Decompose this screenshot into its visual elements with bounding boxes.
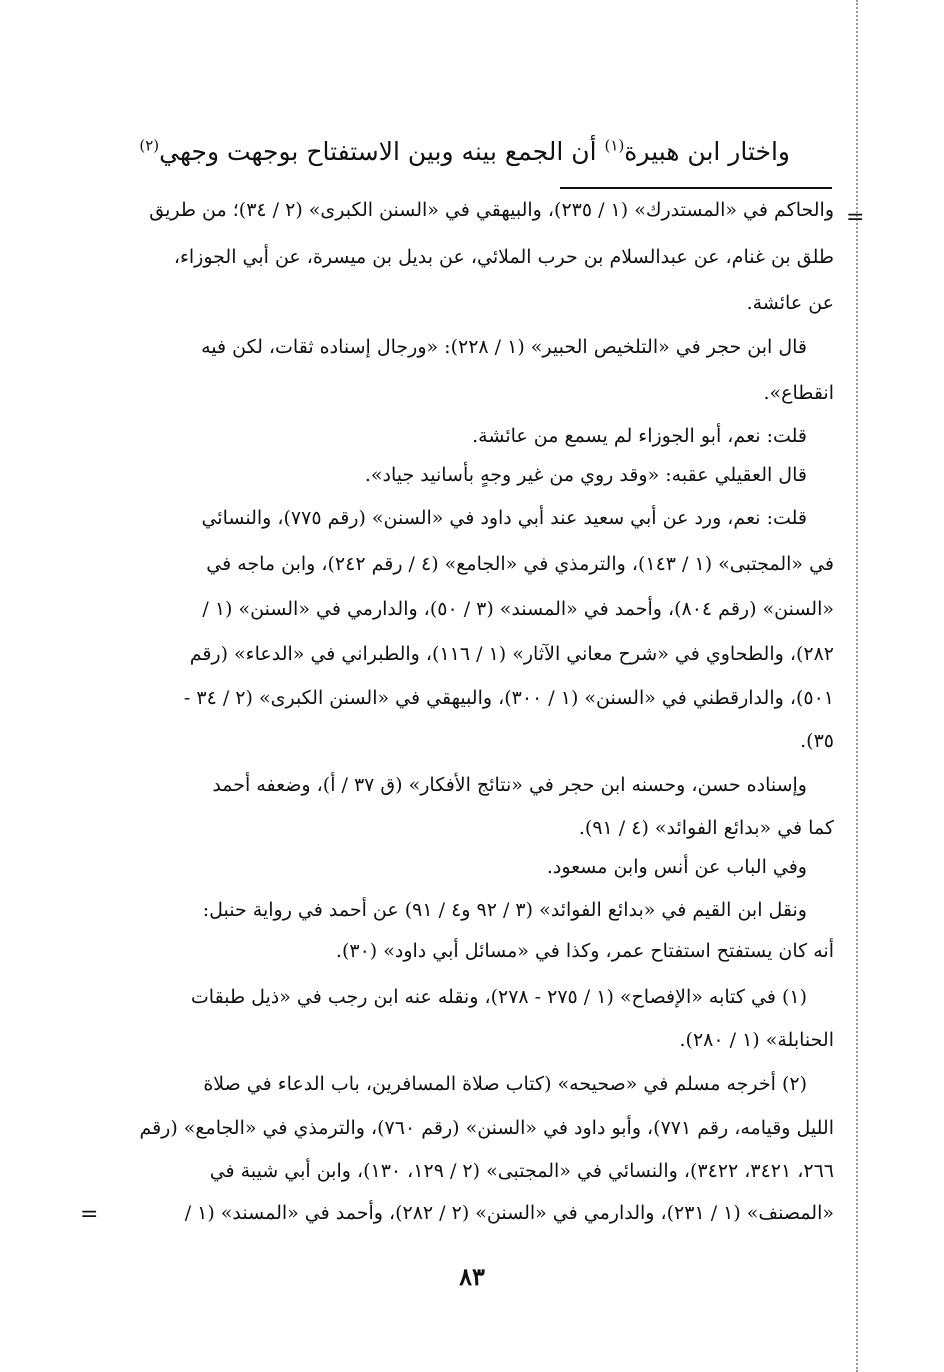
footnote-line-17: ونقل ابن القيم في «بدائع الفوائد» (٣ / ٩٢ و٤ / ٩١) عن أحمد في رواية حنبل: <box>202 899 807 921</box>
main-text-part-1: واختار ابن هبيرة <box>624 137 790 166</box>
footnote-line-12: ٥٠١)، والدارقطني في «السنن» (١ / ٣٠٠)، والبيهقي في «السنن الكبرى» (٢ / ٣٤ - <box>183 687 834 709</box>
footnote-line-13: ٣٥). <box>800 730 834 752</box>
footnote-line-19: (١) في كتابه «الإفصاح» (١ / ٢٧٥ - ٢٧٨)، ونقله عنه ابن رجب في «ذيل طبقات <box>190 986 807 1008</box>
footnote-line-11: ٢٨٢)، والطحاوي في «شرح معاني الآثار» (١ / ١١٦)، والطبراني في «الدعاء» (رقم <box>189 643 834 665</box>
footnote-marker-2: (٢) <box>139 136 160 155</box>
main-text-line <box>130 132 790 172</box>
footnote-line-21: (٢) أخرجه مسلم في «صحيحه» (كتاب صلاة المسافرين، باب الدعاء في صلاة <box>203 1073 807 1095</box>
footnote-line-7: قال العقيلي عقبه: «وقد روي من غير وجهٍ بأسانيد جياد». <box>364 464 807 486</box>
footnote-line-8: قلت: نعم، ورد عن أبي سعيد عند أبي داود في «السنن» (رقم ٧٧٥)، والنسائي <box>201 507 807 529</box>
footnote-line-23: ٢٦٦، ٣٤٢١، ٣٤٢٢)، والنسائي في «المجتبى» (٢ / ١٢٩، ١٣٠)، وابن أبي شيبة في <box>209 1160 834 1182</box>
footnote-line-10: «السنن» (رقم ٨٠٤)، وأحمد في «المسند» (٣ / ٥٠)، والدارمي في «السنن» (١ / <box>202 598 834 620</box>
footnote-line-14: وإسناده حسن، وحسنه ابن حجر في «نتائج الأفكار» (ق ٣٧ / أ)، وضعفه أحمد <box>212 774 807 796</box>
footnote-marker-1: (١) <box>604 136 625 155</box>
footnote-line-4: قال ابن حجر في «التلخيص الحبير» (١ / ٢٢٨): «ورجال إسناده ثقات، لكن فيه <box>201 336 807 358</box>
continuation-mark-top: = <box>846 205 865 230</box>
footnote-line-16: وفي الباب عن أنس وابن مسعود. <box>546 856 807 878</box>
footnote-line-1: والحاكم في «المستدرك» (١ / ٢٣٥)، والبيهقي في «السنن الكبرى» (٢ / ٣٤)؛ من طريق <box>149 199 834 221</box>
footnote-line-20: الحنابلة» (١ / ٢٨٠). <box>679 1029 834 1051</box>
footnote-line-3: عن عائشة. <box>746 292 834 314</box>
footnote-line-15: كما في «بدائع الفوائد» (٤ / ٩١). <box>578 817 834 839</box>
continuation-mark-bottom: = <box>80 1202 99 1227</box>
footnote-line-5: انقطاع». <box>763 382 834 404</box>
footnote-line-22: الليل وقيامه، رقم ٧٧١)، وأبو داود في «السنن» (رقم ٧٦٠)، والترمذي في «الجامع» (رقم <box>139 1117 834 1139</box>
footnote-line-2: طلق بن غنام، عن عبدالسلام بن حرب الملائي، عن بديل بن ميسرة، عن أبي الجوزاء، <box>173 246 834 268</box>
main-text-part-2: أن الجمع بينه وبين الاستفتاح بوجهت وجهي <box>159 137 605 166</box>
footnote-line-18: أنه كان يستفتح استفتاح عمر، وكذا في «مسائل أبي داود» (٣٠). <box>335 940 834 962</box>
page-number: ٨٣ <box>459 1262 485 1291</box>
footnote-line-6: قلت: نعم، أبو الجوزاء لم يسمع من عائشة. <box>472 425 807 447</box>
footnote-separator-rule <box>560 187 832 189</box>
footnote-line-24: «المصنف» (١ / ٢٣١)، والدارمي في «السنن» (٢ / ٢٨٢)، وأحمد في «المسند» (١ / <box>184 1202 834 1224</box>
footnote-line-9: في «المجتبى» (١ / ١٤٣)، والترمذي في «الجامع» (٤ / رقم ٢٤٢)، وابن ماجه في <box>206 553 834 575</box>
